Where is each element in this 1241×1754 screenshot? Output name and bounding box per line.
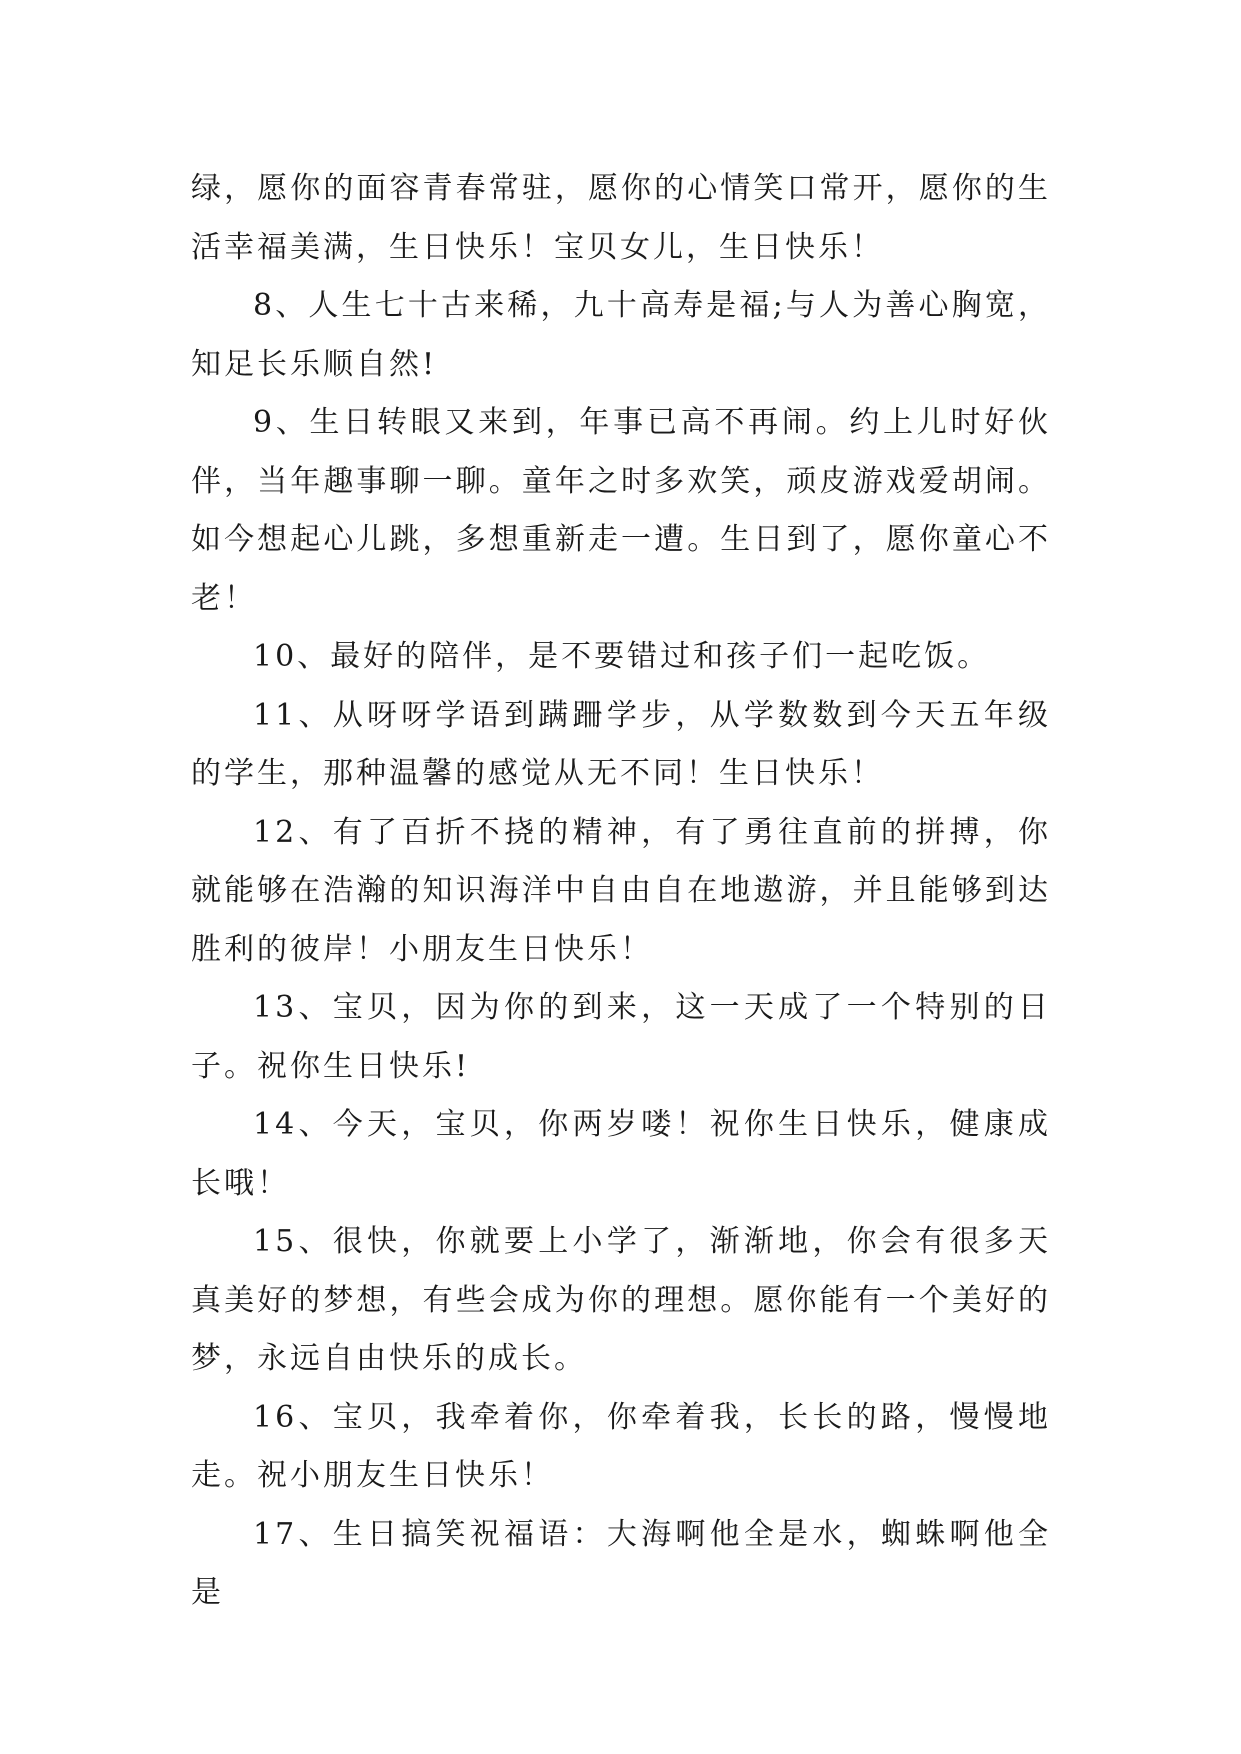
paragraph-item-14: 14、今天，宝贝，你两岁喽！祝你生日快乐，健康成长哦！	[191, 1107, 1051, 1201]
paragraph-item-12: 12、有了百折不挠的精神，有了勇往直前的拼搏，你就能够在浩瀚的知识海洋中自由自在地遨游，并且能够到达胜利的彼岸！小朋友生日快乐！	[191, 814, 1051, 967]
paragraph-item-13: 13、宝贝，因为你的到来，这一天成了一个特别的日子。祝你生日快乐!	[191, 990, 1051, 1084]
paragraph-item-15: 15、很快，你就要上小学了，渐渐地，你会有很多天真美好的梦想，有些会成为你的理想。愿你能有一个美好的梦，永远自由快乐的成长。	[191, 1224, 1051, 1376]
document-body	[191, 160, 1051, 1623]
paragraph-item-11: 11、从呀呀学语到蹒跚学步，从学数数到今天五年级的学生，那种温馨的感觉从无不同！生日快乐！	[191, 697, 1051, 791]
paragraph-continuation: 绿，愿你的面容青春常驻，愿你的心情笑口常开，愿你的生活幸福美满，生日快乐！宝贝女儿，生日快乐！	[191, 171, 1051, 265]
paragraph-item-8: 8、人生七十古来稀，九十高寿是福;与人为善心胸宽，知足长乐顺自然!	[191, 288, 1051, 382]
paragraph-item-16: 16、宝贝，我牵着你，你牵着我，长长的路，慢慢地走。祝小朋友生日快乐！	[191, 1399, 1051, 1493]
paragraph-item-17: 17、生日搞笑祝福语：大海啊他全是水，蜘蛛啊他全是	[191, 1516, 1051, 1610]
paragraph-item-10: 10、最好的陪伴，是不要错过和孩子们一起吃饭。	[253, 639, 991, 674]
paragraph-item-9: 9、生日转眼又来到，年事已高不再闹。约上儿时好伙伴，当年趣事聊一聊。童年之时多欢笑，顽皮游戏爱胡闹。如今想起心儿跳，多想重新走一遭。生日到了，愿你童心不老！	[191, 405, 1051, 616]
